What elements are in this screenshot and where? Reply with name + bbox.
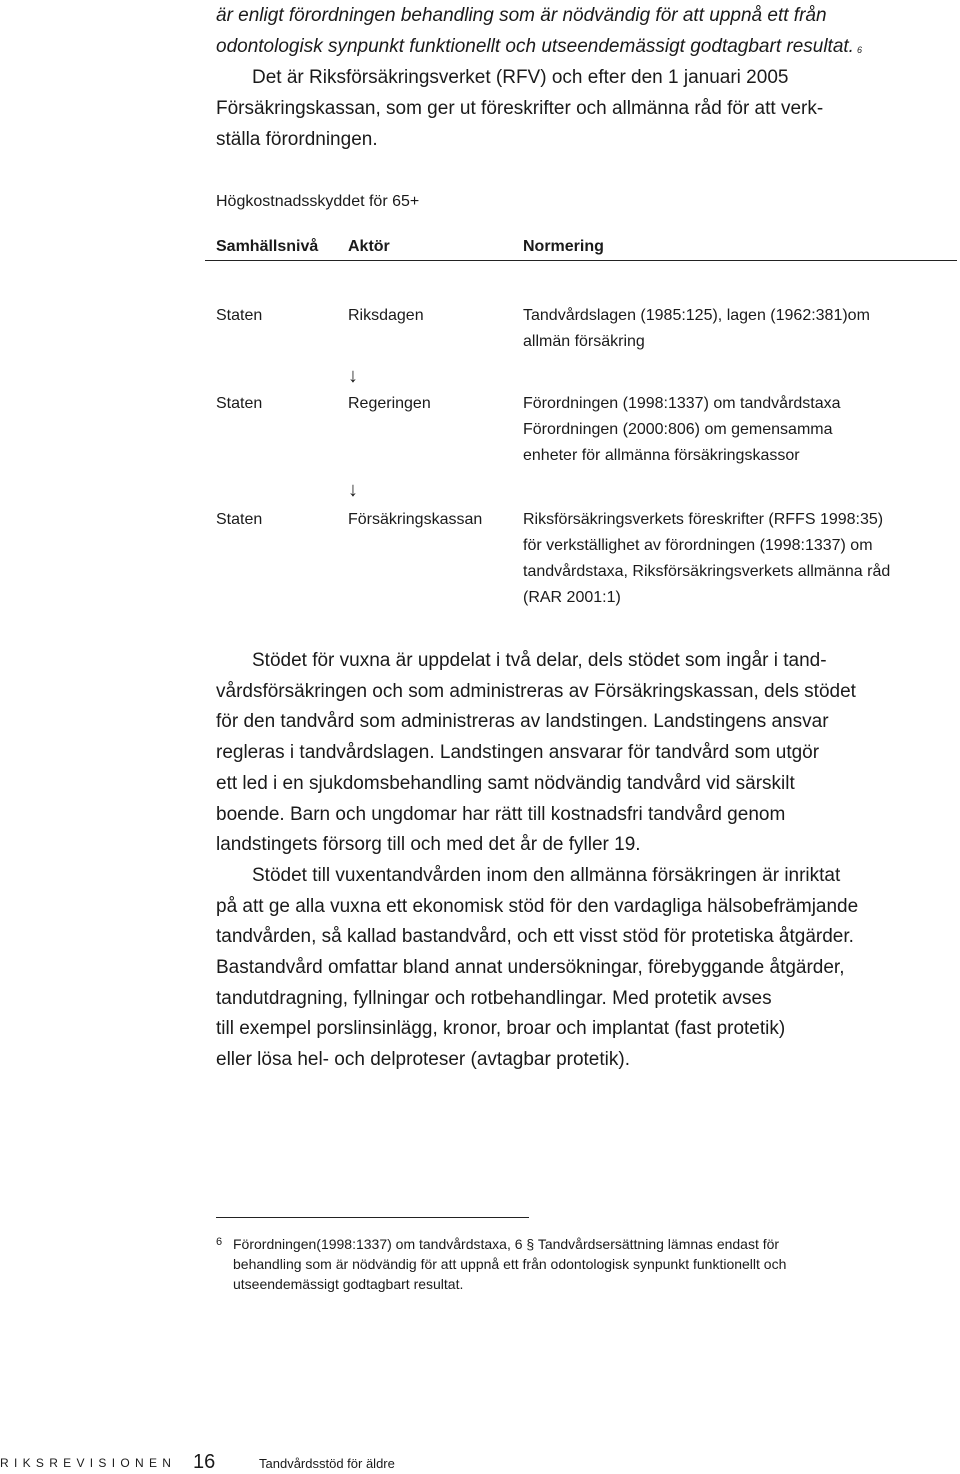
- text-line: landstingets försorg till och med det år de fyller 19.: [216, 834, 641, 856]
- text-line: tandvården, så kallad bastandvård, och ett visst stöd för protetiska åtgärder.: [216, 926, 854, 948]
- page-number: 16: [193, 1451, 216, 1473]
- row-actor: Regeringen: [348, 395, 431, 412]
- footnote-reference[interactable]: 6: [856, 45, 862, 55]
- header-actor: Aktör: [348, 238, 390, 255]
- footnote: [216, 1234, 916, 1294]
- text-line: ett led i en sjukdomsbehandling samt nödvändig tandvård vid särskilt: [216, 772, 795, 794]
- row-level: Staten: [216, 395, 263, 412]
- text-line: på att ge alla vuxna ett ekonomisk stöd för den vardagliga hälsobefrämjande: [216, 895, 859, 917]
- header-norm: Normering: [523, 238, 604, 255]
- row-actor: Försäkringskassan: [348, 511, 483, 528]
- text-line: regleras i tandvårdslagen. Landstingen ansvarar för tandvård som utgör: [216, 742, 820, 764]
- row-level: Staten: [216, 307, 263, 324]
- intro-section: [216, 0, 916, 155]
- row-norm: [523, 391, 953, 469]
- page-footer: [0, 1451, 960, 1471]
- row-level: Staten: [216, 511, 263, 528]
- text-line: Stödet för vuxna är uppdelat i två delar, dels stödet som ingår i tand-: [252, 650, 827, 671]
- text-line: Bastandvård omfattar bland annat undersökningar, förebyggande åtgärder,: [216, 957, 845, 979]
- header-level: Samhällsnivå: [216, 238, 319, 255]
- text-line: Stödet till vuxentandvården inom den allmänna försäkringen är inriktat: [252, 864, 841, 886]
- footnote-line: behandling som är nödvändig för att uppnå ett från odontologisk synpunkt funktionellt och: [233, 1256, 787, 1272]
- intro-italic-line: odontologisk synpunkt funktionellt och utseendemässigt godtagbart resultat. $^6$: [216, 36, 862, 57]
- intro-italic-line: är enligt förordningen behandling som är nödvändig för att uppnå ett från: [216, 5, 827, 26]
- intro-line: Det är Riksförsäkringsverket (RFV) och efter den 1 januari 2005: [252, 67, 789, 88]
- row-norm: [523, 507, 953, 611]
- body-text: [216, 646, 936, 1076]
- row-actor: Riksdagen: [348, 307, 424, 324]
- down-arrow-icon: ↓: [348, 479, 358, 501]
- norm-line: Förordningen (2000:806) om gemensamma: [523, 421, 833, 438]
- row-norm: [523, 303, 953, 355]
- norm-line: (RAR 2001:1): [523, 589, 621, 606]
- text-line: tandutdragning, fyllningar och rotbehandlingar. Med protetik avses: [216, 987, 772, 1009]
- text-line: vårdsförsäkringen och som administreras av Försäkringskassan, dels stödet: [216, 680, 856, 702]
- footnote-divider: [216, 1217, 529, 1218]
- footnote-line: Förordningen(1998:1337) om tandvårdstaxa, 6 § Tandvårdsersättning lämnas endast för: [233, 1236, 780, 1252]
- text-line: till exempel porslinsinlägg, kronor, broar och implantat (fast protetik): [216, 1018, 786, 1040]
- norm-line: Förordningen (1998:1337) om tandvårdstaxa: [523, 395, 841, 412]
- intro-line: Försäkringskassan, som ger ut föreskrifter och allmänna råd för att verk-: [216, 98, 824, 119]
- paragraph: [216, 646, 936, 861]
- footer-organization: RIKSREVISIONEN: [0, 1456, 177, 1470]
- norm-line: Tandvårdslagen (1985:125), lagen (1962:381)om: [523, 307, 870, 324]
- footnote-line: utseendemässigt godtagbart resultat.: [233, 1276, 464, 1292]
- text-line: boende. Barn och ungdomar har rätt till kostnadsfri tandvård genom: [216, 803, 786, 825]
- norm-line: enheter för allmänna försäkringskassor: [523, 447, 800, 464]
- paragraph: [216, 861, 936, 1076]
- document-title: Tandvårdsstöd för äldre: [259, 1456, 395, 1471]
- text-line: eller lösa hel- och delproteser (avtagbar protetik).: [216, 1049, 630, 1071]
- text-line: för den tandvård som administreras av landstingen. Landstingens ansvar: [216, 711, 829, 733]
- norm-line: tandvårdstaxa, Riksförsäkringsverkets allmänna råd: [523, 563, 891, 580]
- footnote-number: 6: [216, 1236, 223, 1248]
- norm-line: allmän försäkring: [523, 333, 645, 350]
- down-arrow-icon: ↓: [348, 365, 358, 387]
- norm-line: Riksförsäkringsverkets föreskrifter (RFFS 1998:35): [523, 511, 884, 528]
- norm-line: för verkställighet av förordningen (1998:1337) om: [523, 537, 873, 554]
- table-header: [205, 236, 957, 261]
- intro-line: ställa förordningen.: [216, 129, 378, 150]
- table-title: Högkostnadsskyddet för 65+: [216, 193, 420, 210]
